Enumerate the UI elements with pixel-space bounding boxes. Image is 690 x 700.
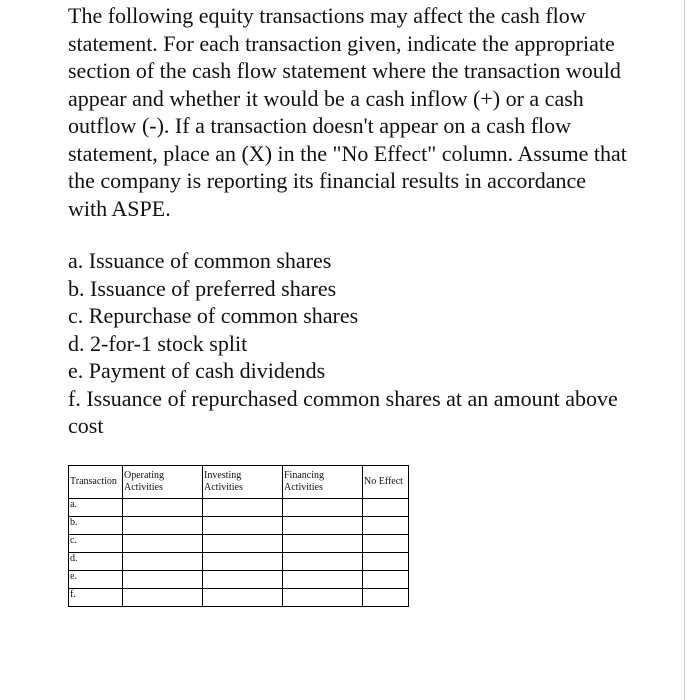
question-text: The following equity transactions may affect the cash flow statement. For each transaction given, indicate the appropriate section of the cash flow statement where the transaction would appear and whether it would be a cash inflow (+) or a cash outflow (-). If a transaction doesn't appear on a cash flow statement, place an (X) in the "No Effect" column. Assume that the company is reporting its financial results in accordance with ASPE. (68, 3, 627, 221)
financing-cell[interactable] (283, 571, 363, 589)
investing-cell[interactable] (203, 517, 283, 535)
financing-cell[interactable] (283, 517, 363, 535)
investing-cell[interactable] (203, 553, 283, 571)
list-item: e. Payment of cash dividends (68, 358, 326, 383)
operating-cell[interactable] (123, 517, 203, 535)
header-transaction: Transaction (69, 466, 123, 499)
header-operating-activities: Operating Activities (123, 466, 203, 499)
financing-cell[interactable] (283, 499, 363, 517)
operating-cell[interactable] (123, 499, 203, 517)
table-row (69, 499, 409, 517)
row-label: f. (69, 589, 123, 607)
table-header-row (69, 466, 409, 499)
header-no-effect: No Effect (363, 466, 409, 499)
list-item: c. Repurchase of common shares (68, 303, 359, 328)
list-item: b. Issuance of preferred shares (68, 275, 337, 301)
list-item: d. 2-for-1 stock split (68, 330, 248, 356)
investing-cell[interactable] (203, 571, 283, 589)
operating-cell[interactable] (123, 535, 203, 553)
row-label: a. (69, 499, 123, 517)
investing-cell[interactable] (203, 499, 283, 517)
transaction-list (68, 247, 628, 440)
header-investing-activities: Investing Activities (203, 466, 283, 499)
no-effect-cell[interactable] (363, 571, 409, 589)
no-effect-cell[interactable] (363, 589, 409, 607)
investing-cell[interactable] (203, 589, 283, 607)
header-financing-activities: Financing Activities (283, 466, 363, 499)
page-edge-divider (684, 0, 685, 700)
row-label: c. (69, 535, 123, 553)
financing-cell[interactable] (283, 535, 363, 553)
list-item: a. Issuance of common shares (68, 248, 332, 273)
no-effect-cell[interactable] (363, 499, 409, 517)
table-row (69, 553, 409, 571)
financing-cell[interactable] (283, 589, 363, 607)
list-item: f. Issuance of repurchased common shares at an amount above cost (68, 385, 618, 438)
table-row (69, 589, 409, 607)
table-row (69, 517, 409, 535)
no-effect-cell[interactable] (363, 517, 409, 535)
no-effect-cell[interactable] (363, 553, 409, 571)
row-label: e. (69, 571, 123, 589)
financing-cell[interactable] (283, 553, 363, 571)
operating-cell[interactable] (123, 571, 203, 589)
table-row (69, 535, 409, 553)
investing-cell[interactable] (203, 535, 283, 553)
operating-cell[interactable] (123, 589, 203, 607)
row-label: b. (69, 517, 123, 535)
answer-table (68, 465, 409, 607)
operating-cell[interactable] (123, 553, 203, 571)
no-effect-cell[interactable] (363, 535, 409, 553)
table-row (69, 571, 409, 589)
row-label: d. (69, 553, 123, 571)
